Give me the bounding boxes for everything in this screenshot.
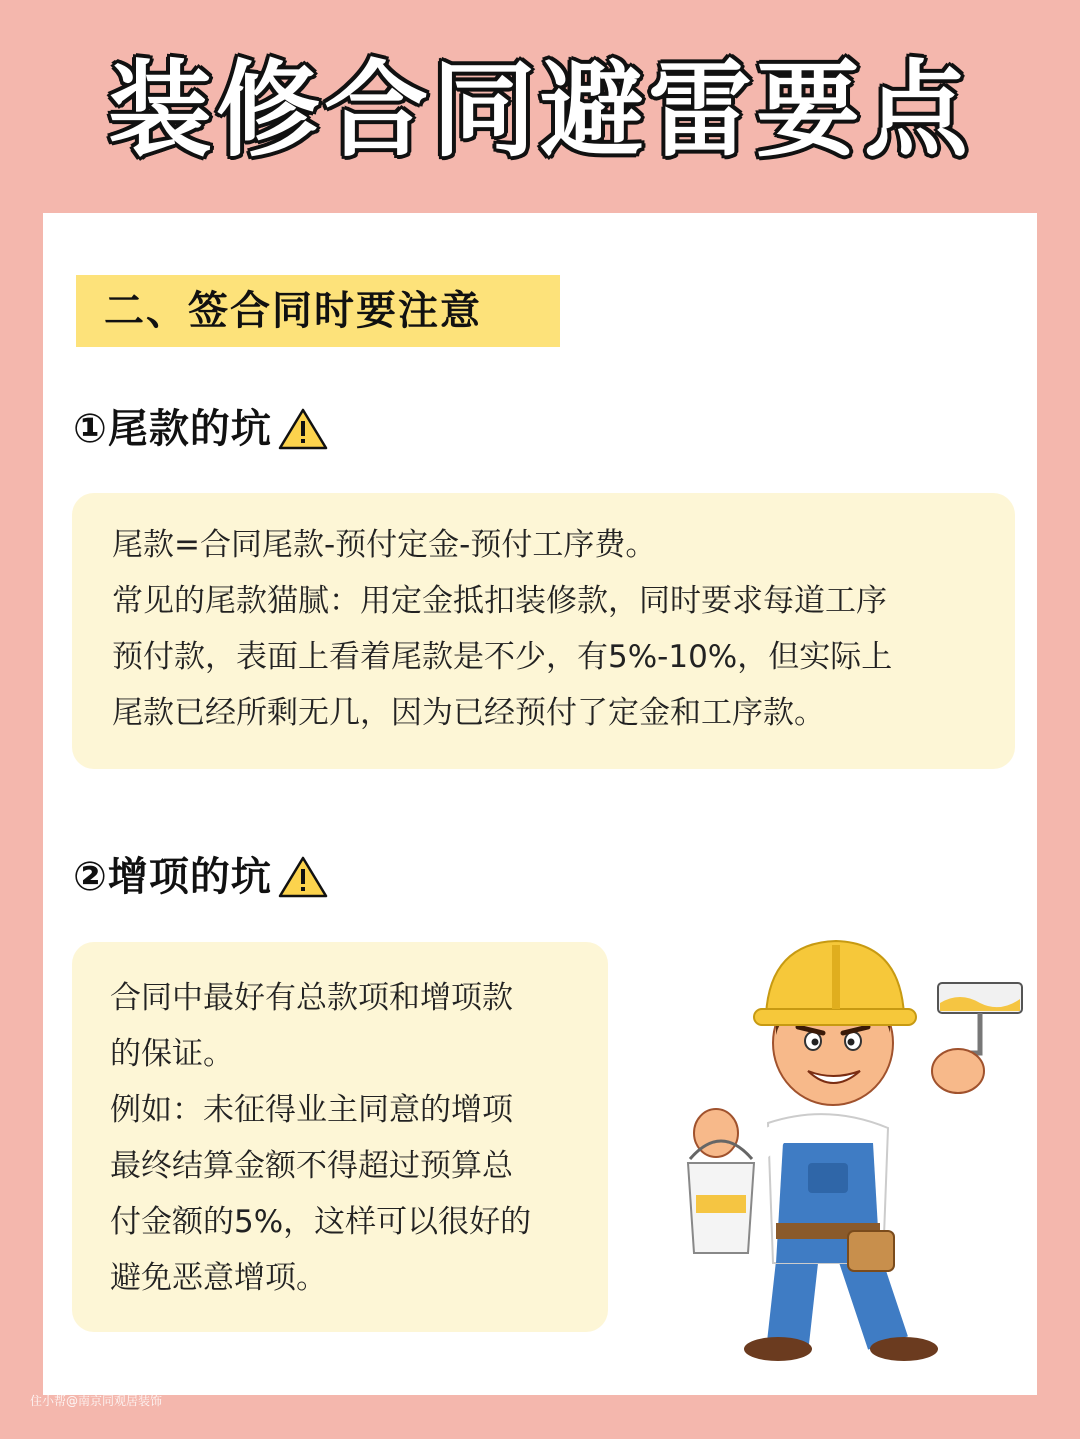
watermark: 住小帮@南京同观居装饰	[30, 1394, 163, 1408]
info-box-2	[72, 942, 608, 1332]
info-line: 合同中最好有总款项和增项款	[110, 980, 513, 1016]
warning-icon	[278, 855, 328, 899]
info-line: 常见的尾款猫腻：用定金抵扣装修款，同时要求每道工序	[112, 583, 887, 619]
item-heading-2-text: ②增项的坑	[73, 854, 272, 900]
warning-icon	[278, 407, 328, 451]
info-line: 付金额的5%，这样可以很好的	[110, 1204, 532, 1240]
item-heading-1-text: ①尾款的坑	[73, 406, 272, 452]
page-title: 装修合同避雷要点	[107, 49, 972, 171]
info-line: 尾款已经所剩无几，因为已经预付了定金和工序款。	[112, 695, 825, 731]
info-line: 最终结算金额不得超过预算总	[110, 1148, 513, 1184]
info-line: 例如：未征得业主同意的增项	[110, 1092, 513, 1128]
content-card	[43, 213, 1037, 1395]
info-line: 尾款=合同尾款-预付定金-预付工序费。	[112, 527, 657, 563]
section-heading: 二、签合同时要注意	[104, 288, 482, 334]
item-heading-1	[73, 401, 328, 457]
section-tag	[76, 275, 560, 347]
item-heading-2	[73, 849, 328, 905]
worker-illustration	[658, 923, 1038, 1363]
info-line: 预付款，表面上看着尾款是不少，有5%-10%，但实际上	[112, 639, 893, 675]
info-line: 避免恶意增项。	[110, 1260, 327, 1296]
info-line: 的保证。	[110, 1036, 234, 1072]
info-box-1	[72, 493, 1015, 769]
